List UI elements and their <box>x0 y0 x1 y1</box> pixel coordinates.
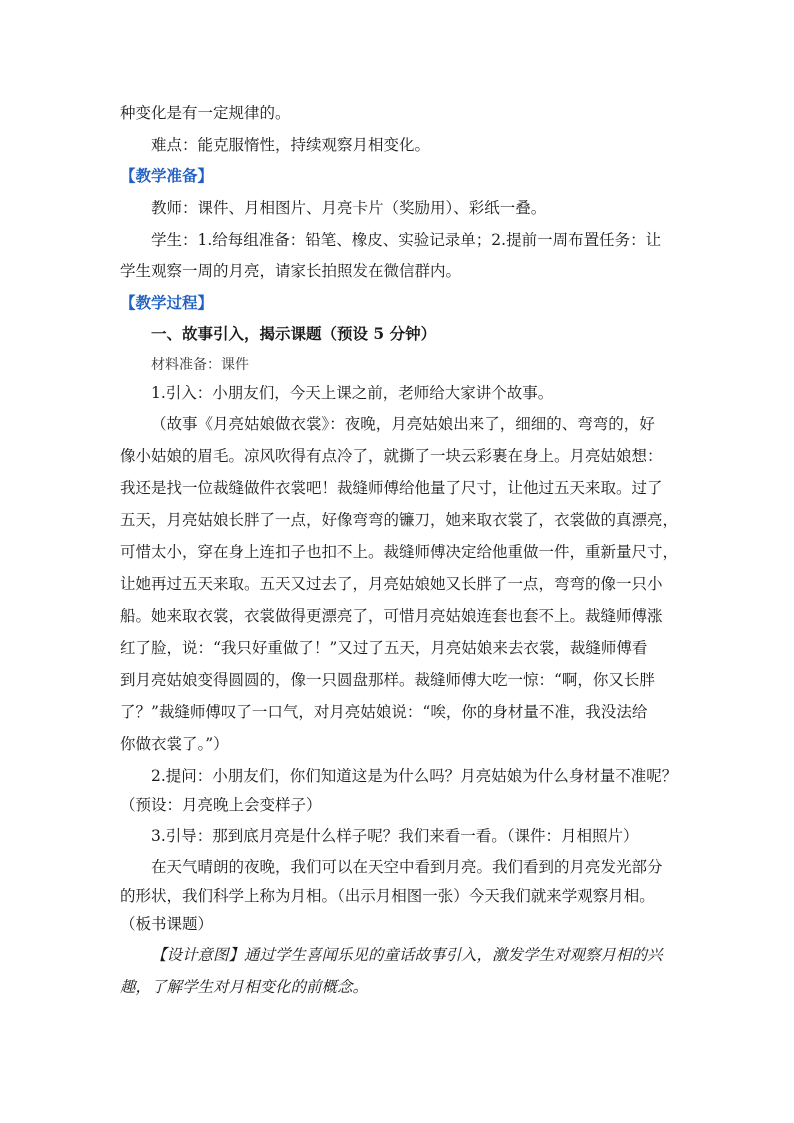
design-intent: 【设计意图】通过学生喜闻乐见的童话故事引入，激发学生对观察月相的兴 <box>151 946 663 964</box>
story-line: 让她再过五天来取。五天又过去了，月亮姑娘她又长胖了一点，弯弯的像一只小 <box>120 575 663 593</box>
question-step: 2.提问：小朋友们，你们知道这是为什么吗？月亮姑娘为什么身材量不准呢？ <box>151 767 678 785</box>
story-line: 了？”裁缝师傅叹了一口气，对月亮姑娘说：“唉，你的身材量不准，我没法给 <box>120 703 648 721</box>
student-materials: 学生：1.给每组准备：铅笔、橡皮、实验记录单；2.提前一周布置任务：让 <box>151 231 662 249</box>
story-line: 船。她来取衣裳，衣裳做得更漂亮了，可惜月亮姑娘连套也套不上。裁缝师傅涨 <box>120 607 663 625</box>
text-line: 的形状，我们科学上称为月相。（出示月相图一张）今天我们就来学观察月相。 <box>120 887 655 905</box>
story-line: 我还是找一位裁缝做件衣裳吧！裁缝师傅给他量了尺寸，让他过五天来取。过了 <box>120 479 663 497</box>
story-line: 红了脸，说：“我只好重做了！”又过了五天，月亮姑娘来去衣裳，裁缝师傅看 <box>120 639 648 657</box>
section-heading-preparation: 【教学准备】 <box>120 166 214 185</box>
story-line: 可惜太小，穿在身上连扣子也扣不上。裁缝师傅决定给他重做一件，重新量尺寸， <box>120 543 679 561</box>
story-line: 你做衣裳了。”） <box>120 735 229 753</box>
materials-note: 材料准备：课件 <box>151 357 249 373</box>
design-intent: 趣，了解学生对月相变化的前概念。 <box>120 978 369 996</box>
section-heading-process: 【教学过程】 <box>120 293 214 312</box>
story-line: 五天，月亮姑娘长胖了一点，好像弯弯的镰刀，她来取衣裳了，衣裳做的真漂亮， <box>120 511 679 529</box>
story-line: 到月亮姑娘变得圆圆的，像一只圆盘那样。裁缝师傅大吃一惊：“啊，你又长胖 <box>120 671 655 689</box>
text-line: 学生观察一周的月亮，请家长拍照发在微信群内。 <box>120 262 462 280</box>
story-line: 像小姑娘的眉毛。凉风吹得有点冷了，就撕了一块云彩裹在身上。月亮姑娘想： <box>120 447 663 465</box>
story-line: （故事《月亮姑娘做衣裳》：夜晚，月亮姑娘出来了，细细的、弯弯的，好 <box>151 415 655 433</box>
difficulty-line: 难点：能克服惰性，持续观察月相变化。 <box>151 136 431 154</box>
prediction-note: （预设：月亮晚上会变样子） <box>120 796 322 814</box>
text-line: 种变化是有一定规律的。 <box>120 104 291 122</box>
text-line: 在天气晴朗的夜晚，我们可以在天空中看到月亮。我们看到的月亮发光部分 <box>151 858 663 876</box>
guide-step: 3.引导：那到底月亮是什么样子呢？我们来看一看。（课件：月相照片） <box>151 827 639 845</box>
teacher-materials: 教师：课件、月相图片、月亮卡片（奖励用）、彩纸一叠。 <box>151 199 547 217</box>
intro-step: 1.引入：小朋友们，今天上课之前，老师给大家讲个故事。 <box>151 384 554 402</box>
subsection-heading: 一、故事引入，揭示课题（预设 5 分钟） <box>151 324 437 343</box>
board-note: （板书课题） <box>120 915 214 933</box>
